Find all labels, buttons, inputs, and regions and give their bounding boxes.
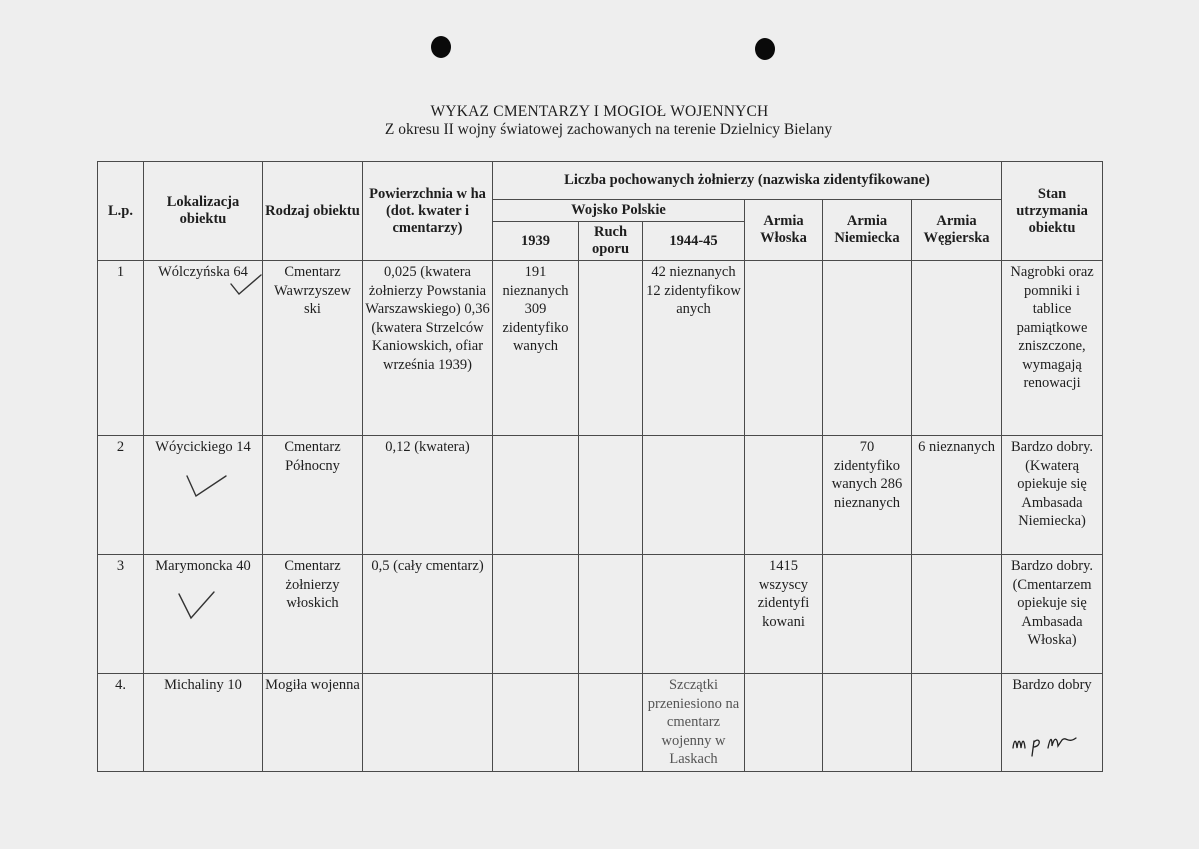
- header-lp: L.p.: [98, 162, 144, 261]
- cell-lp: 1: [98, 261, 144, 436]
- cell-rodzaj: Cmentarz żołnierzy włoskich: [263, 555, 363, 674]
- cell-rodzaj: Cmentarz Północny: [263, 436, 363, 555]
- header-rodzaj: Rodzaj obiektu: [263, 162, 363, 261]
- cell-armia-wloska: [745, 674, 823, 772]
- cell-armia-wegierska: [912, 261, 1002, 436]
- cell-1944-45: [643, 555, 745, 674]
- cemetery-table: [97, 161, 1103, 772]
- cell-1944-45: [643, 436, 745, 555]
- cell-1944-45: 42 nieznanych 12 zidentyfikow anych: [643, 261, 745, 436]
- cell-armia-niemiecka: 70 zidentyfiko wanych 286 nieznanych: [823, 436, 912, 555]
- document-title: WYKAZ CMENTARZY I MOGIOŁ WOJENNYCH: [430, 103, 769, 120]
- cell-rodzaj: Mogiła wojenna: [263, 674, 363, 772]
- cell-armia-wloska: [745, 436, 823, 555]
- cell-lp: 4.: [98, 674, 144, 772]
- cell-armia-wloska: [745, 261, 823, 436]
- header-stan: Stan utrzymania obiektu: [1002, 162, 1103, 261]
- punch-hole: [755, 38, 775, 60]
- cell-1944-45: Szczątki przeniesiono na cmentarz wojenny w Laskach: [643, 674, 745, 772]
- cell-armia-wegierska: [912, 674, 1002, 772]
- cell-1939: 191 nieznanych 309 zidentyfiko wanych: [493, 261, 579, 436]
- cell-stan: Bardzo dobry. (Kwaterą opiekuje się Ambasada Niemiecka): [1002, 436, 1103, 555]
- cell-powierzchnia: 0,12 (kwatera): [363, 436, 493, 555]
- table-row: [98, 555, 1103, 674]
- cell-powierzchnia: [363, 674, 493, 772]
- cell-lokalizacja: Michaliny 10: [144, 674, 263, 772]
- header-armia-wloska: Armia Włoska: [745, 200, 823, 261]
- cell-powierzchnia: 0,5 (cały cmentarz): [363, 555, 493, 674]
- cell-ruch-oporu: [579, 555, 643, 674]
- table-row: [98, 261, 1103, 436]
- cell-lp: 3: [98, 555, 144, 674]
- cell-lp: 2: [98, 436, 144, 555]
- cell-rodzaj: Cmentarz Wawrzyszew ski: [263, 261, 363, 436]
- cell-stan: Nagrobki oraz pomniki i tablice pamiątkowe zniszczone, wymagają renowacji: [1002, 261, 1103, 436]
- cell-ruch-oporu: [579, 436, 643, 555]
- cell-ruch-oporu: [579, 674, 643, 772]
- header-1944-45: 1944-45: [643, 222, 745, 261]
- punch-hole: [431, 36, 451, 58]
- cell-lokalizacja: Wólczyńska 64: [144, 261, 263, 436]
- header-1939: 1939: [493, 222, 579, 261]
- cell-armia-niemiecka: [823, 555, 912, 674]
- cell-armia-wloska: 1415 wszyscy zidentyfi kowani: [745, 555, 823, 674]
- cell-armia-niemiecka: [823, 261, 912, 436]
- header-armia-wegierska: Armia Węgierska: [912, 200, 1002, 261]
- header-liczba: Liczba pochowanych żołnierzy (nazwiska zidentyfikowane): [493, 162, 1002, 200]
- header-powierzchnia: Powierzchnia w ha (dot. kwater i cmentarzy): [363, 162, 493, 261]
- cell-armia-wegierska: 6 nieznanych: [912, 436, 1002, 555]
- table-row: [98, 436, 1103, 555]
- cell-armia-wegierska: [912, 555, 1002, 674]
- cell-1939: [493, 436, 579, 555]
- document-subtitle: Z okresu II wojny światowej zachowanych na terenie Dzielnicy Bielany: [384, 121, 833, 138]
- cell-ruch-oporu: [579, 261, 643, 436]
- cell-stan: Bardzo dobry: [1002, 674, 1103, 772]
- cell-powierzchnia: 0,025 (kwatera żołnierzy Powstania Warszawskiego) 0,36 (kwatera Strzelców Kaniowskich, ofiar września 1939): [363, 261, 493, 436]
- header-armia-niemiecka: Armia Niemiecka: [823, 200, 912, 261]
- cell-armia-niemiecka: [823, 674, 912, 772]
- cell-stan: Bardzo dobry. (Cmentarzem opiekuje się Ambasada Włoska): [1002, 555, 1103, 674]
- cell-1939: [493, 555, 579, 674]
- cell-1939: [493, 674, 579, 772]
- table-row: [98, 674, 1103, 772]
- cell-lokalizacja: Wóycickiego 14: [144, 436, 263, 555]
- header-ruch-oporu: Ruch oporu: [579, 222, 643, 261]
- cell-lokalizacja: Marymoncka 40: [144, 555, 263, 674]
- header-lokalizacja: Lokalizacja obiektu: [144, 162, 263, 261]
- header-wojsko-polskie: Wojsko Polskie: [493, 200, 745, 222]
